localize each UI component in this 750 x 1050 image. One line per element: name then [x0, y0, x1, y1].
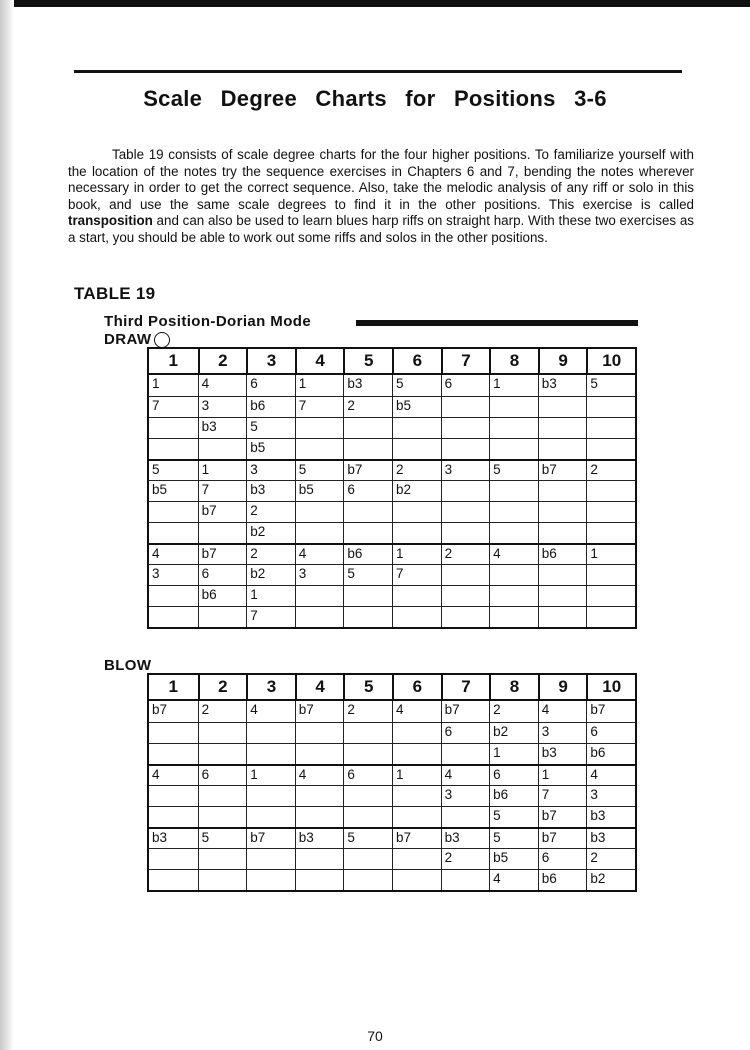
degree-cell: 4	[152, 767, 160, 782]
degree-cell: 5	[343, 829, 392, 848]
degree-cell	[295, 607, 344, 627]
degree-cell: 2	[246, 545, 295, 564]
degree-cell: b7	[343, 461, 392, 480]
degree-cell	[149, 523, 198, 543]
degree-cell	[295, 849, 344, 869]
hole-number: 7	[441, 349, 490, 373]
degree-cell	[441, 397, 490, 417]
degree-cell: 2	[489, 701, 538, 722]
table-row	[149, 501, 635, 522]
hole-number-header	[149, 349, 635, 375]
degree-cell	[586, 523, 635, 543]
degree-cell	[441, 586, 490, 606]
degree-cell: 1	[392, 545, 441, 564]
degree-cell: b7	[586, 701, 635, 722]
degree-cell	[538, 418, 587, 438]
table-row	[149, 606, 635, 627]
degree-cell: 6	[586, 723, 635, 743]
degree-cell	[295, 586, 344, 606]
degree-cell	[149, 607, 198, 627]
degree-cell	[441, 523, 490, 543]
degree-cell	[489, 481, 538, 501]
degree-cell	[489, 586, 538, 606]
hole-number: 7	[441, 675, 490, 699]
degree-cell	[489, 502, 538, 522]
table-row	[149, 375, 635, 396]
degree-cell: 5	[489, 807, 538, 827]
table-row	[149, 417, 635, 438]
hole-number: 1	[168, 677, 179, 696]
mode-heading	[104, 313, 640, 331]
degree-cell: 1	[295, 375, 344, 396]
degree-cell	[343, 870, 392, 890]
table-row	[149, 522, 635, 543]
degree-cell: 2	[392, 461, 441, 480]
degree-cell: 5	[489, 461, 538, 480]
degree-cell: 5	[489, 829, 538, 848]
table-row	[149, 438, 635, 459]
degree-cell	[246, 723, 295, 743]
intro-emphasis: transposition	[68, 213, 153, 229]
degree-cell	[586, 439, 635, 459]
degree-cell	[343, 502, 392, 522]
degree-cell: 3	[441, 461, 490, 480]
degree-cell	[538, 523, 587, 543]
degree-cell: 4	[198, 375, 247, 396]
degree-cell: b2	[246, 523, 295, 543]
degree-cell: 3	[441, 786, 490, 806]
degree-cell	[149, 807, 198, 827]
degree-cell: 1	[246, 766, 295, 785]
hole-number: 9	[538, 349, 587, 373]
hole-number: 10	[586, 675, 635, 699]
degree-cell: 4	[489, 545, 538, 564]
hole-number: 10	[586, 349, 635, 373]
page-number: 70	[367, 1028, 383, 1044]
page-title: Scale Degree Charts for Positions 3-6	[143, 86, 607, 111]
hole-number: 9	[538, 675, 587, 699]
degree-cell	[586, 418, 635, 438]
intro-paragraph	[68, 147, 694, 247]
degree-cell	[392, 786, 441, 806]
degree-cell	[441, 439, 490, 459]
hole-number: 8	[489, 675, 538, 699]
degree-cell	[489, 439, 538, 459]
degree-cell	[198, 439, 247, 459]
degree-cell: b7	[295, 701, 344, 722]
degree-cell	[343, 744, 392, 764]
degree-cell: 6	[198, 565, 247, 585]
degree-cell: b3	[198, 418, 247, 438]
table-row	[149, 585, 635, 606]
degree-cell: 5	[198, 829, 247, 848]
degree-cell: 7	[198, 481, 247, 501]
hole-number-header	[149, 675, 635, 701]
degree-cell: 2	[441, 545, 490, 564]
hole-number: 6	[392, 675, 441, 699]
degree-cell: 7	[152, 398, 160, 413]
table-row	[149, 396, 635, 417]
table-row	[149, 827, 635, 848]
degree-cell: b6	[538, 545, 587, 564]
degree-cell	[441, 481, 490, 501]
degree-cell	[343, 723, 392, 743]
degree-cell	[246, 849, 295, 869]
degree-cell	[489, 418, 538, 438]
degree-cell	[392, 744, 441, 764]
table-row	[149, 564, 635, 585]
degree-cell	[441, 502, 490, 522]
intro-text-after: and can also be used to learn blues harp riffs on straight harp. With these two exercises as a start, you should be able to work out some riffs and solos in the other positions.	[68, 213, 694, 245]
degree-cell	[538, 397, 587, 417]
degree-cell: 5	[586, 375, 635, 396]
degree-cell	[586, 397, 635, 417]
degree-cell: b7	[152, 702, 168, 717]
degree-cell	[295, 807, 344, 827]
blow-label: BLOW	[104, 657, 152, 674]
degree-cell	[295, 502, 344, 522]
degree-cell	[198, 744, 247, 764]
degree-cell	[343, 607, 392, 627]
table-row	[149, 785, 635, 806]
table-row	[149, 459, 635, 480]
degree-cell	[198, 607, 247, 627]
degree-cell: b3	[343, 375, 392, 396]
table-row	[149, 543, 635, 564]
degree-cell	[441, 870, 490, 890]
table-label: TABLE 19	[74, 284, 156, 303]
degree-cell: b2	[586, 870, 635, 890]
degree-cell	[538, 607, 587, 627]
degree-cell: 4	[441, 766, 490, 785]
degree-cell: b3	[586, 829, 635, 848]
scan-left-shadow	[0, 0, 14, 1050]
degree-cell	[149, 786, 198, 806]
degree-cell	[538, 439, 587, 459]
degree-cell	[392, 607, 441, 627]
degree-cell	[392, 723, 441, 743]
degree-cell	[295, 439, 344, 459]
degree-cell: 5	[295, 461, 344, 480]
degree-cell: b5	[246, 439, 295, 459]
degree-cell: b5	[152, 482, 168, 497]
degree-cell: 5	[343, 565, 392, 585]
degree-cell: b6	[343, 545, 392, 564]
intro-text-before: Table 19 consists of scale degree charts for the four higher positions. To familiarize yourself with the location of the notes try the sequence exercises in Chapters 6 and 7, bending the notes wherever necessary in order to get the correct sequence. Also, take the melodic analysis of any riff or solo in this book, and use the same scale degrees to find it in the other positions. This exercise is called	[68, 147, 694, 212]
degree-grid	[147, 347, 637, 629]
degree-cell: 1	[489, 375, 538, 396]
hole-number: 1	[168, 351, 179, 370]
degree-cell: b3	[538, 375, 587, 396]
degree-cell	[489, 523, 538, 543]
table-row	[149, 480, 635, 501]
degree-cell	[538, 502, 587, 522]
degree-cell: b5	[295, 481, 344, 501]
mode-title: Third Position-Dorian Mode	[104, 313, 312, 330]
degree-cell	[489, 397, 538, 417]
degree-cell	[149, 723, 198, 743]
table-row	[149, 743, 635, 764]
degree-cell	[392, 849, 441, 869]
degree-cell	[149, 586, 198, 606]
degree-cell: 1	[586, 545, 635, 564]
degree-cell: 2	[586, 461, 635, 480]
degree-cell	[392, 439, 441, 459]
degree-cell: 1	[246, 586, 295, 606]
hole-number: 2	[198, 349, 247, 373]
table-row	[149, 806, 635, 827]
degree-cell: 5	[246, 418, 295, 438]
degree-cell: 7	[295, 397, 344, 417]
title-rule	[74, 70, 682, 73]
degree-cell: b3	[538, 744, 587, 764]
degree-cell: 2	[198, 701, 247, 722]
degree-cell: 1	[489, 744, 538, 764]
degree-cell: 6	[198, 766, 247, 785]
degree-cell	[538, 481, 587, 501]
table-row	[149, 848, 635, 869]
degree-cell: 2	[343, 397, 392, 417]
degree-cell: 3	[198, 397, 247, 417]
degree-cell: 6	[343, 481, 392, 501]
degree-cell: b3	[441, 829, 490, 848]
degree-cell: 4	[246, 701, 295, 722]
degree-cell	[343, 439, 392, 459]
degree-cell	[586, 565, 635, 585]
degree-cell	[586, 607, 635, 627]
degree-cell: b7	[538, 807, 587, 827]
hole-number: 2	[198, 675, 247, 699]
degree-cell	[149, 418, 198, 438]
hole-number: 4	[295, 349, 344, 373]
degree-cell: 1	[198, 461, 247, 480]
degree-cell	[246, 744, 295, 764]
degree-cell: b3	[586, 807, 635, 827]
degree-cell: 6	[441, 375, 490, 396]
degree-cell	[538, 586, 587, 606]
degree-cell	[295, 870, 344, 890]
hole-number: 4	[295, 675, 344, 699]
hole-number: 5	[343, 349, 392, 373]
degree-cell	[586, 586, 635, 606]
degree-cell	[295, 418, 344, 438]
degree-cell	[343, 807, 392, 827]
degree-cell: 3	[538, 723, 587, 743]
table-row	[149, 722, 635, 743]
degree-cell: 2	[441, 849, 490, 869]
degree-grid	[147, 673, 637, 892]
degree-cell: b7	[246, 829, 295, 848]
degree-cell	[343, 849, 392, 869]
degree-cell: b2	[392, 481, 441, 501]
degree-cell	[295, 523, 344, 543]
degree-cell	[149, 439, 198, 459]
degree-cell: 4	[295, 766, 344, 785]
degree-cell: b2	[246, 565, 295, 585]
table-row	[149, 701, 635, 722]
degree-cell	[392, 807, 441, 827]
degree-cell: 6	[441, 723, 490, 743]
degree-cell	[198, 870, 247, 890]
degree-cell	[392, 586, 441, 606]
degree-cell: 4	[152, 546, 160, 561]
draw-label: DRAW	[104, 331, 152, 348]
degree-cell: b7	[441, 701, 490, 722]
degree-cell	[343, 418, 392, 438]
degree-cell: 7	[538, 786, 587, 806]
degree-cell	[198, 786, 247, 806]
degree-cell	[343, 523, 392, 543]
degree-cell: 4	[392, 701, 441, 722]
degree-cell: b6	[489, 786, 538, 806]
scan-top-edge	[0, 0, 750, 7]
mode-bar	[356, 320, 638, 326]
degree-cell: b6	[246, 397, 295, 417]
degree-cell	[149, 870, 198, 890]
hole-number: 3	[246, 349, 295, 373]
degree-cell	[295, 723, 344, 743]
degree-cell	[538, 565, 587, 585]
hole-number: 8	[489, 349, 538, 373]
degree-cell: b5	[489, 849, 538, 869]
degree-cell	[149, 502, 198, 522]
degree-cell	[295, 786, 344, 806]
degree-cell	[489, 565, 538, 585]
degree-cell	[198, 849, 247, 869]
degree-cell: 3	[152, 566, 160, 581]
degree-cell: 3	[295, 565, 344, 585]
degree-cell: 4	[538, 701, 587, 722]
degree-cell: 2	[586, 849, 635, 869]
degree-cell: 1	[392, 766, 441, 785]
hole-number: 5	[343, 675, 392, 699]
degree-cell	[343, 786, 392, 806]
circle-icon	[154, 332, 170, 348]
degree-cell: b3	[295, 829, 344, 848]
degree-cell	[295, 744, 344, 764]
degree-cell	[441, 565, 490, 585]
degree-cell	[392, 523, 441, 543]
degree-cell	[441, 744, 490, 764]
degree-cell: b6	[198, 586, 247, 606]
degree-cell	[441, 807, 490, 827]
degree-cell: b3	[152, 830, 168, 845]
hole-number: 6	[392, 349, 441, 373]
degree-cell: 4	[295, 545, 344, 564]
degree-cell	[392, 418, 441, 438]
degree-cell: b7	[392, 829, 441, 848]
degree-cell	[441, 418, 490, 438]
degree-cell: b6	[538, 870, 587, 890]
degree-cell: 2	[343, 701, 392, 722]
degree-cell	[149, 849, 198, 869]
degree-cell	[246, 870, 295, 890]
degree-cell: 6	[343, 766, 392, 785]
degree-cell	[149, 744, 198, 764]
degree-cell: 4	[586, 766, 635, 785]
degree-cell	[586, 502, 635, 522]
table-row	[149, 764, 635, 785]
degree-cell: b7	[198, 545, 247, 564]
degree-cell: 7	[246, 607, 295, 627]
degree-cell	[586, 481, 635, 501]
degree-cell	[343, 586, 392, 606]
degree-cell: 2	[246, 502, 295, 522]
degree-cell: 1	[152, 376, 160, 391]
degree-cell: 3	[586, 786, 635, 806]
degree-cell	[246, 786, 295, 806]
degree-cell	[441, 607, 490, 627]
degree-cell: b2	[489, 723, 538, 743]
degree-cell: 6	[538, 849, 587, 869]
degree-cell	[392, 870, 441, 890]
degree-cell: 3	[246, 461, 295, 480]
degree-cell	[392, 502, 441, 522]
degree-cell	[246, 807, 295, 827]
degree-cell: 7	[392, 565, 441, 585]
degree-cell: 6	[246, 375, 295, 396]
degree-cell: b3	[246, 481, 295, 501]
degree-cell	[198, 723, 247, 743]
table-row	[149, 869, 635, 890]
degree-cell: b5	[392, 397, 441, 417]
degree-cell	[198, 807, 247, 827]
degree-cell: b7	[538, 829, 587, 848]
degree-cell: 4	[489, 870, 538, 890]
degree-cell: 6	[489, 766, 538, 785]
degree-cell: 5	[152, 462, 160, 477]
degree-cell: b7	[198, 502, 247, 522]
degree-cell: 1	[538, 766, 587, 785]
degree-cell	[489, 607, 538, 627]
degree-cell: 5	[392, 375, 441, 396]
degree-cell: b7	[538, 461, 587, 480]
degree-cell: b6	[586, 744, 635, 764]
degree-cell	[198, 523, 247, 543]
hole-number: 3	[246, 675, 295, 699]
